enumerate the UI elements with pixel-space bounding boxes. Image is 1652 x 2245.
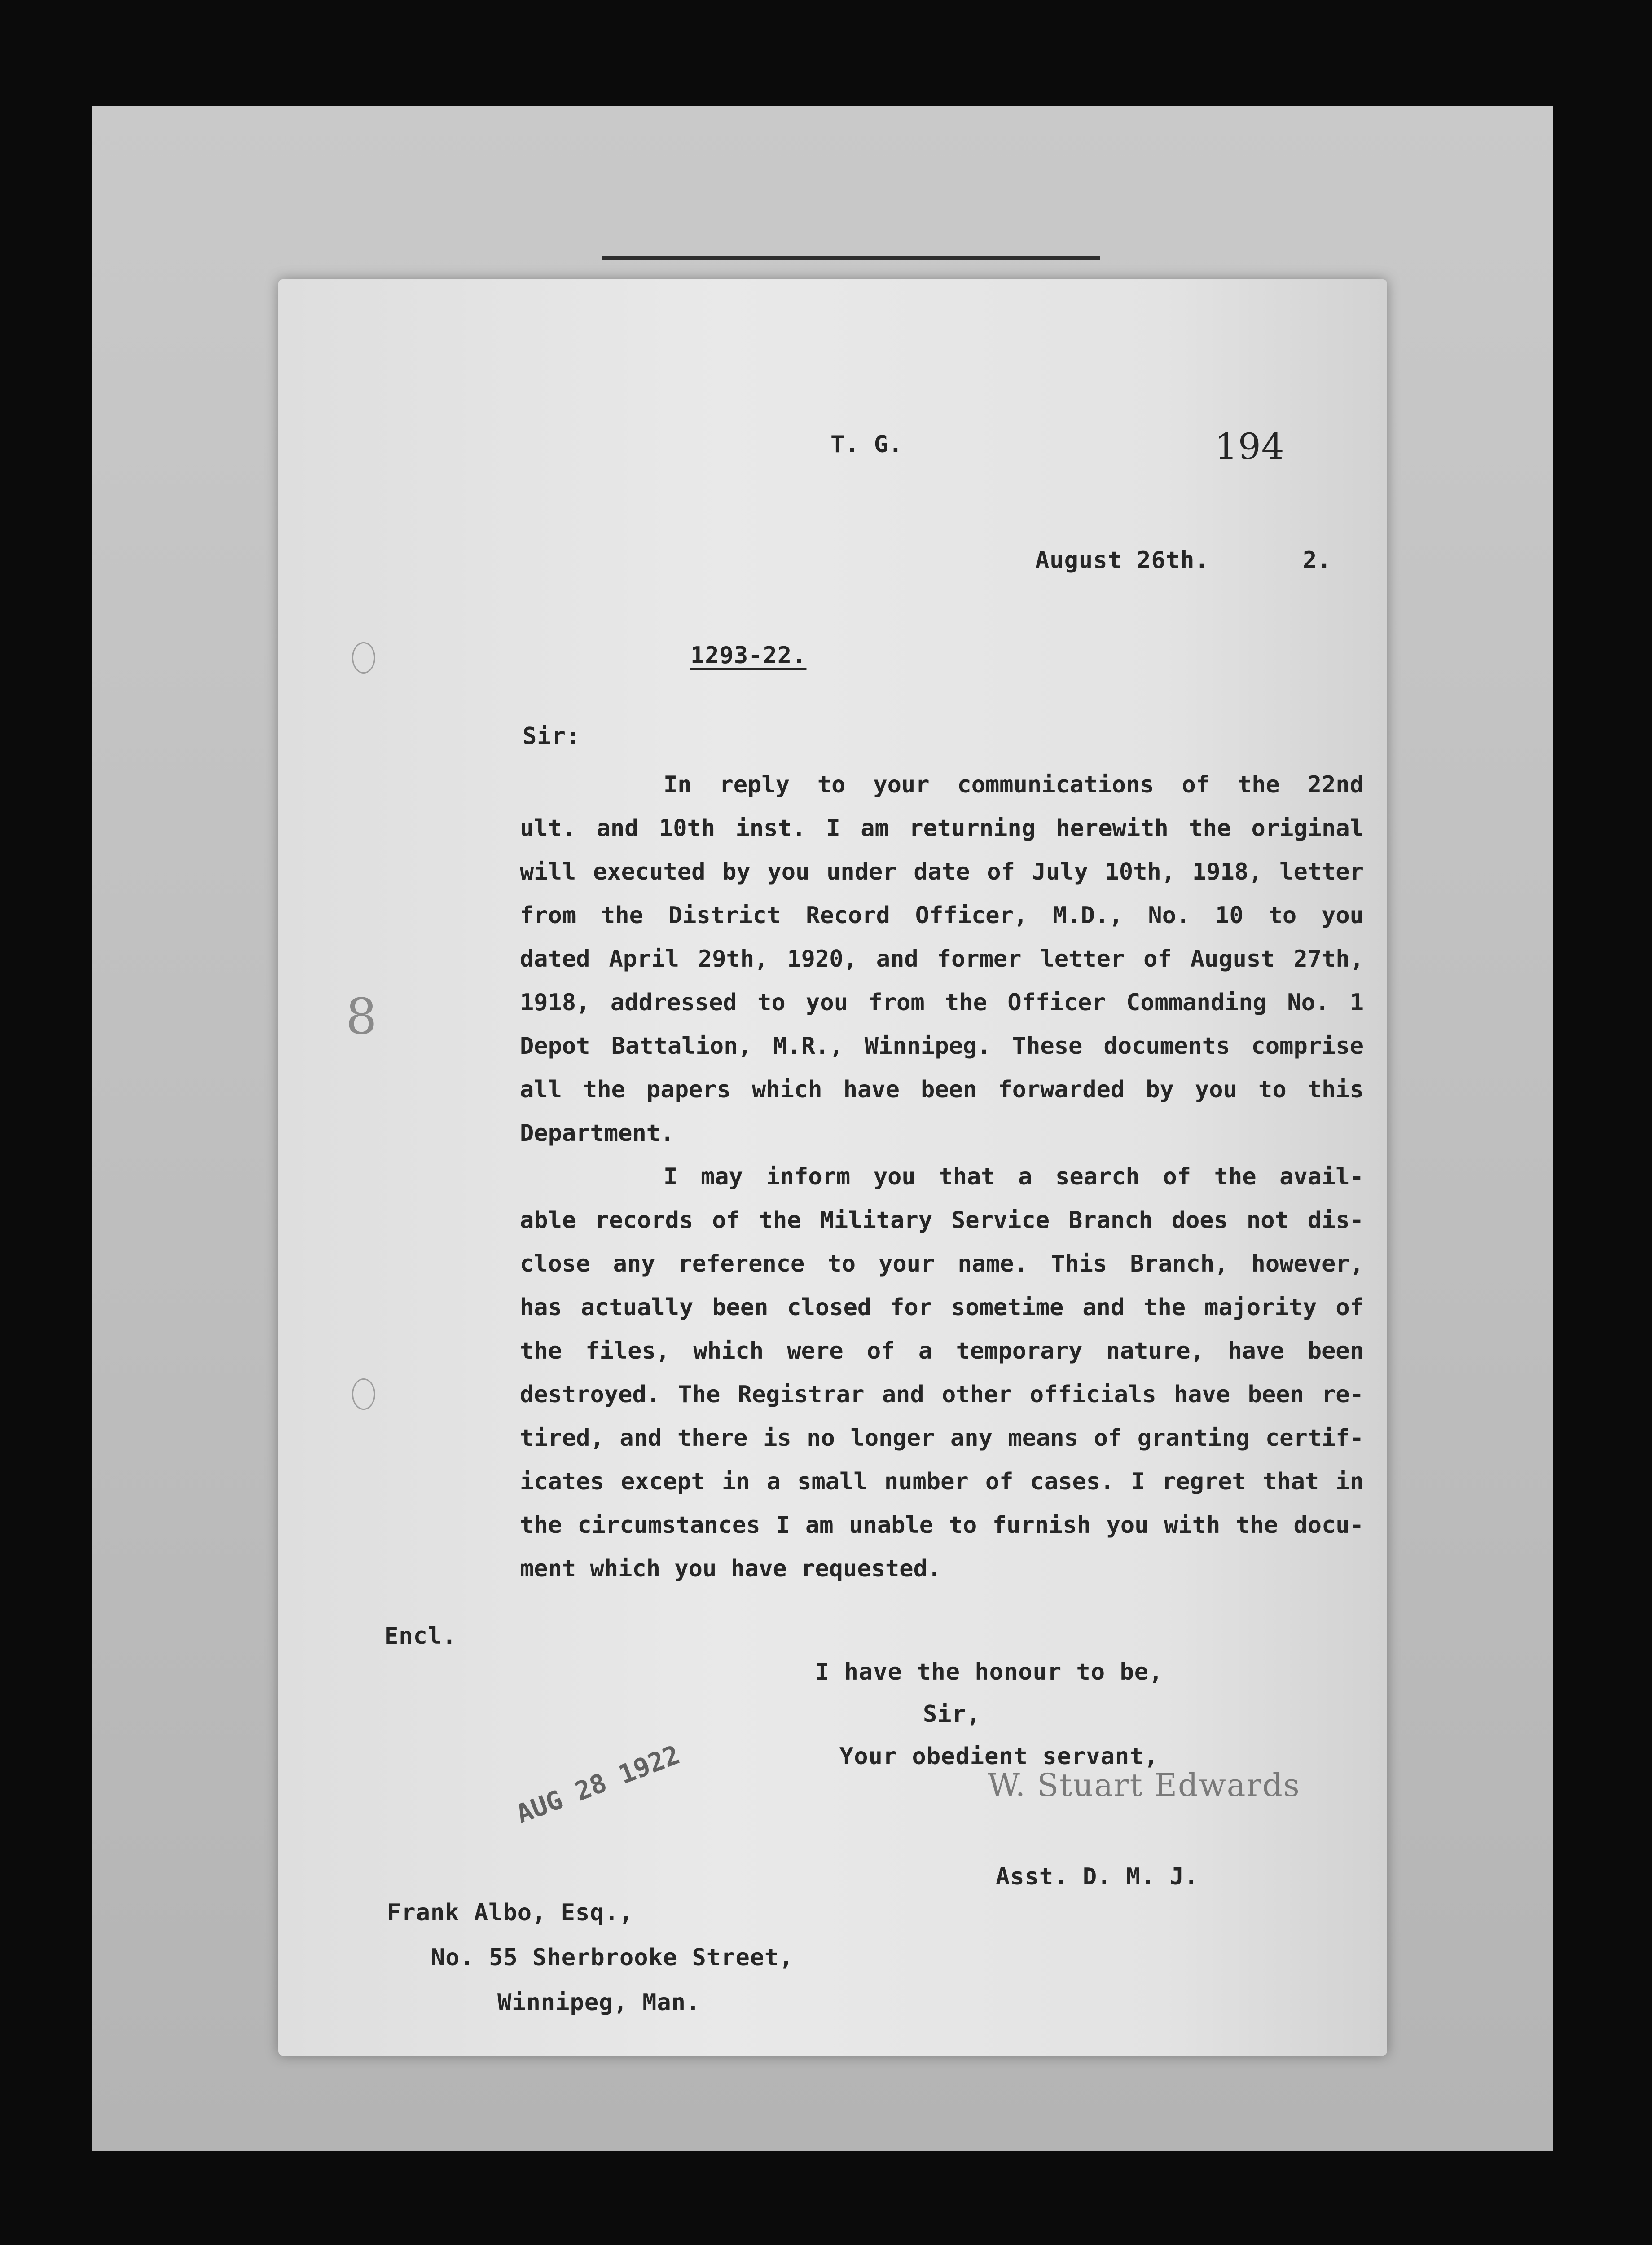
- punch-hole: [352, 642, 375, 674]
- body-line: tired, and there is no longer any means of granting certif-: [520, 1425, 1364, 1452]
- body-line: all the papers which have been forwarded by you to this: [520, 1076, 1364, 1103]
- signer-title: Asst. D. M. J.: [996, 1863, 1199, 1890]
- body-line: has actually been closed for sometime and the majority of: [520, 1294, 1364, 1321]
- closing-servant: Your obedient servant,: [839, 1743, 1159, 1770]
- body-line: I may inform you that a search of the avail-: [663, 1163, 1364, 1190]
- body-line: dated April 29th, 1920, and former letter of August 27th,: [520, 946, 1364, 973]
- body-line: ult. and 10th inst. I am returning herewith the original: [520, 815, 1364, 842]
- addressee-street: No. 55 Sherbrooke Street,: [431, 1944, 794, 1971]
- body-line: destroyed. The Registrar and other officials have been re-: [520, 1381, 1364, 1408]
- date-received-stamp: AUG 28 1922: [512, 1739, 684, 1830]
- body-line: 1918, addressed to you from the Officer Commanding No. 1: [520, 989, 1364, 1016]
- body-line: the circumstances I am unable to furnish you with the docu-: [520, 1512, 1364, 1539]
- header-initials: T. G.: [830, 431, 903, 458]
- addressee-city: Winnipeg, Man.: [497, 1989, 701, 2016]
- body-line: will executed by you under date of July 10th, 1918, letter: [520, 858, 1364, 885]
- body-line: able records of the Military Service Branch does not dis-: [520, 1207, 1364, 1234]
- file-reference: 1293-22.: [690, 642, 807, 669]
- closing-sir: Sir,: [923, 1701, 981, 1728]
- body-line: Depot Battalion, M.R., Winnipeg. These documents comprise: [520, 1033, 1364, 1060]
- body-line: ment which you have requested.: [520, 1555, 942, 1582]
- addressee-name: Frank Albo, Esq.,: [387, 1899, 634, 1926]
- body-line: close any reference to your name. This Branch, however,: [520, 1250, 1364, 1277]
- backing-sheet-rule: [602, 256, 1100, 260]
- body-line: Department.: [520, 1120, 675, 1147]
- signature-stamp: W. Stuart Edwards: [988, 1767, 1301, 1804]
- sheet-number: 2.: [1303, 547, 1332, 574]
- salutation: Sir:: [523, 723, 581, 750]
- closing-honour: I have the honour to be,: [815, 1659, 1164, 1686]
- punch-hole: [352, 1378, 375, 1410]
- enclosure-note: Encl.: [384, 1623, 457, 1650]
- punch-holes: [352, 642, 379, 1540]
- body-line: icates except in a small number of cases. I regret that in: [520, 1468, 1364, 1495]
- margin-mark: 8: [346, 988, 378, 1045]
- body-line: the files, which were of a temporary nature, have been: [520, 1338, 1364, 1365]
- body-line: In reply to your communications of the 22nd: [663, 771, 1364, 798]
- letter-date: August 26th.: [1035, 547, 1209, 574]
- body-line: from the District Record Officer, M.D., No. 10 to you: [520, 902, 1364, 929]
- page-number: 194: [1215, 426, 1285, 467]
- letter-body: [520, 763, 1364, 1591]
